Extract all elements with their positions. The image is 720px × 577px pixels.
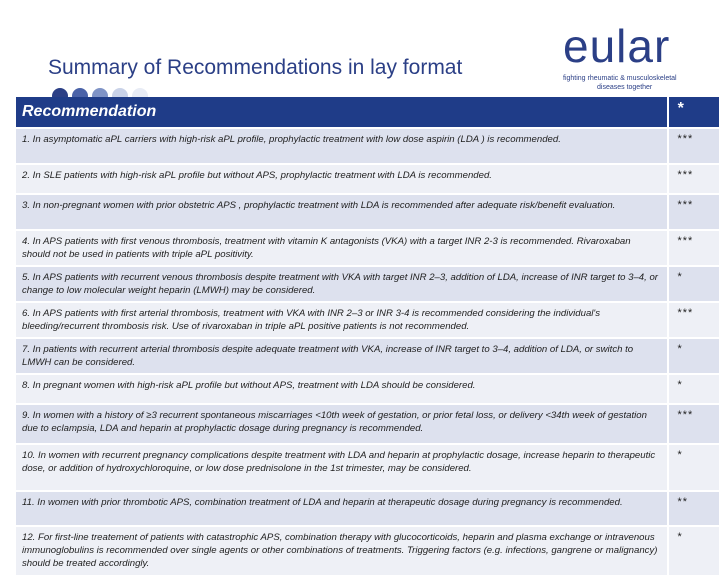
table-row: [16, 303, 719, 339]
evidence-level: *: [677, 343, 683, 355]
logo-tagline-line-2: diseases together: [597, 84, 653, 91]
evidence-level: ***: [677, 409, 693, 421]
evidence-level: ***: [677, 133, 693, 145]
recommendation-text: 10. In women with recurrent pregnancy complications despite treatment with LDA and heparin at prophylactic dosage, increase heparin to therapeutic dose, or addition of hydroxychloroquine, or low dose prednisolone in the 1st trimester, may be considered.: [16, 445, 669, 490]
table-row: [16, 492, 719, 527]
evidence-level: *: [677, 449, 683, 461]
table-row: [16, 375, 719, 405]
table-row: [16, 445, 719, 492]
table-row: [16, 195, 719, 231]
column-header-recommendation: Recommendation: [16, 97, 669, 127]
table-row: [16, 339, 719, 375]
table-row: [16, 231, 719, 267]
evidence-level: ***: [677, 169, 693, 181]
recommendations-table: [16, 97, 719, 577]
table-row: [16, 527, 719, 577]
evidence-level: *: [677, 531, 683, 543]
evidence-level: ***: [677, 307, 693, 319]
table-row: [16, 165, 719, 195]
logo-tagline: [563, 74, 703, 92]
recommendation-text: 2. In SLE patients with high-risk aPL profile but without APS, prophylactic treatment with LDA is recommended.: [16, 165, 669, 193]
table-header-row: [16, 97, 719, 129]
evidence-level: ***: [677, 235, 693, 247]
recommendation-text: 12. For first-line treatement of patients with catastrophic APS, combination therapy with glucocorticoids, heparin and plasma exchange or intravenous immunoglobulins is recommended over single agents or other combinations of treatments. Triggering factors (e.g. infections, gangrene or malignancy) should be treated accordingly.: [16, 527, 669, 575]
logo-word: eular: [563, 20, 671, 72]
evidence-level: *: [677, 379, 683, 391]
table-row: [16, 267, 719, 303]
recommendation-text: 3. In non-pregnant women with prior obstetric APS , prophylactic treatment with LDA is recommended after adequate risk/benefit evaluation.: [16, 195, 669, 229]
eular-logo: [563, 22, 703, 92]
recommendation-text: 9. In women with a history of ≥3 recurrent spontaneous miscarriages <10th week of gestation, or prior fetal loss, or delivery <34th week of gestation due to eclampsia, LDA and heparin at prophylactic dosage during pregnancy is recommended.: [16, 405, 669, 443]
recommendation-text: 8. In pregnant women with high-risk aPL profile but without APS, treatment with LDA should be considered.: [16, 375, 669, 403]
recommendation-text: 1. In asymptomatic aPL carriers with high-risk aPL profile, prophylactic treatment with low dose aspirin (LDA ) is recommended.: [16, 129, 669, 163]
logo-tagline-line-1: fighting rheumatic & musculoskeletal: [563, 75, 677, 82]
recommendation-text: 11. In women with prior thrombotic APS, combination treatment of LDA and heparin at therapeutic dosage during pregnancy is recommended.: [16, 492, 669, 525]
evidence-level: *: [677, 271, 683, 283]
evidence-level: ***: [677, 199, 693, 211]
table-row: [16, 405, 719, 445]
recommendation-text: 5. In APS patients with recurrent venous thrombosis despite treatment with VKA with target INR 2–3, addition of LDA, increase of INR target to 3–4, or change to low molecular weight heparin (LMWH) may be considered.: [16, 267, 669, 301]
table-body: [16, 129, 719, 577]
page-title: Summary of Recommendations in lay format: [48, 56, 463, 79]
table-row: [16, 129, 719, 165]
column-header-level: *: [677, 100, 685, 117]
recommendation-text: 6. In APS patients with first arterial thrombosis, treatment with VKA with INR 2–3 or INR 3-4 is recommended considering the individual's bleeding/recurrent thrombosis risk. Use of rivaroxaban in triple aPL positive patients is not recommended.: [16, 303, 669, 337]
recommendation-text: 4. In APS patients with first venous thrombosis, treatment with vitamin K antagonists (VKA) with a target INR 2-3 is recommended. Rivaroxaban should not be used in patients with triple aPL positivity.: [16, 231, 669, 265]
recommendation-text: 7. In patients with recurrent arterial thrombosis despite adequate treatment with VKA, increase of INR target to 3–4, addition of LDA, or switch to LMWH can be considered.: [16, 339, 669, 373]
evidence-level: **: [677, 496, 688, 508]
